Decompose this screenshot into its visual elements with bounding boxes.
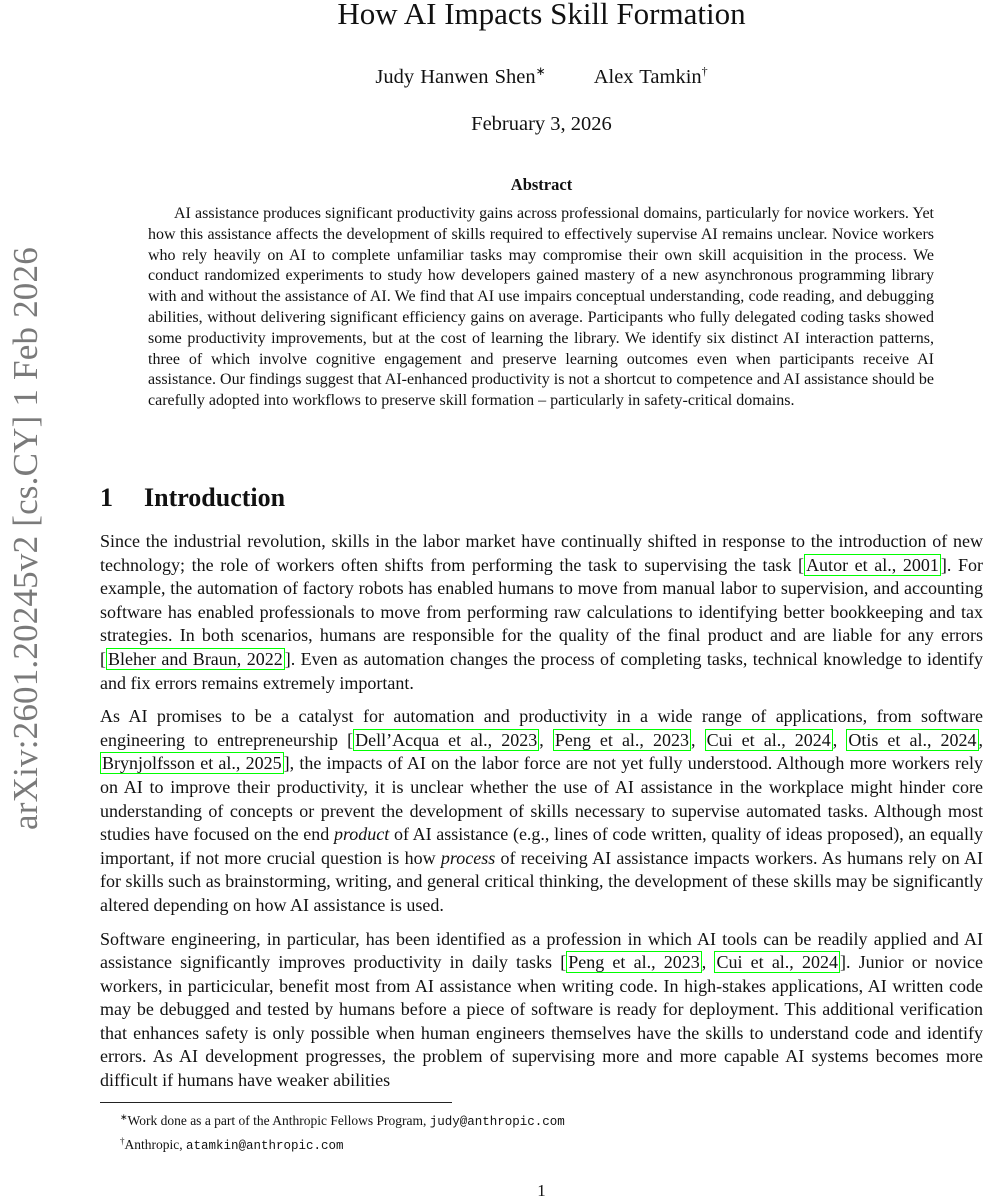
- emphasis: product: [333, 824, 390, 845]
- author-affiliation-mark: †: [701, 64, 708, 78]
- citation-link[interactable]: Bleher and Braun, 2022: [108, 648, 283, 669]
- author-1: [375, 56, 545, 92]
- text-run: ,: [832, 729, 847, 750]
- text-run: ,: [978, 729, 983, 750]
- paragraph: [100, 705, 983, 917]
- footnote-mark: †: [120, 1136, 125, 1146]
- text-run: Software engineering, in particular, has been identified as a profession in which AI tools can be readily applied and AI assistance significantly improves productivity in daily tasks [: [100, 928, 983, 973]
- abstract-heading: Abstract: [510, 175, 573, 194]
- citation-link[interactable]: Autor et al., 2001: [806, 554, 939, 575]
- author-2: [594, 56, 708, 92]
- arxiv-identifier: arXiv:2601.20245v2 [cs.CY] 1 Feb 2026: [6, 247, 45, 830]
- emphasis: process: [440, 847, 496, 868]
- footnote-text: Anthropic,: [124, 1137, 186, 1152]
- text-run: ,: [701, 952, 715, 973]
- footnote: [120, 1132, 983, 1156]
- section-number: 1: [100, 483, 113, 512]
- page-number: 1: [537, 1181, 546, 1200]
- author-name: Judy Hanwen Shen: [375, 66, 536, 88]
- text-run: of AI assistance (e.g., lines of code written, quality of ideas proposed), an equally important, if not more crucial question is how: [100, 824, 983, 868]
- paragraph: [100, 928, 983, 1093]
- text-run: ], the impacts of AI on the labor force are not yet fully understood. Although more workers rely on AI to improve their productivity, it is unclear whether the use of AI assistance in the workplace might hinder core understanding of concepts or prevent the development of skills necessary to supervise automated tasks. Although most studies have focused on the end: [100, 753, 983, 845]
- citation-link[interactable]: Peng et al., 2023: [568, 952, 700, 973]
- text-run: of receiving AI assistance impacts workers. As humans rely on AI for skills such as brainstorming, writing, and general critical thinking, the development of these skills may be significantly altered depending on how AI assistance is used.: [100, 847, 983, 915]
- author-name: Alex Tamkin: [593, 66, 702, 88]
- paragraph: [100, 530, 983, 695]
- email-link[interactable]: atamkin@anthropic.com: [186, 1139, 344, 1153]
- footnote-text: Work done as a part of the Anthropic Fellows Program,: [127, 1113, 430, 1128]
- footnotes: [100, 1108, 983, 1156]
- body-text: [100, 530, 983, 1103]
- email-link[interactable]: judy@anthropic.com: [429, 1115, 565, 1129]
- text-run: ]. For example, the automation of factory robots has enabled humans to move from manual labor to supervision, and accounting software has enabled professionals to move from performing raw calculations to identifying better bookkeeping and tax strategies. In both scenarios, humans are responsible for the quality of the final product and are liable for any errors [: [100, 554, 983, 669]
- text-run: As AI promises to be a catalyst for automation and productivity in a wide range of applications, from software engineering to entrepreneurship [: [100, 706, 983, 750]
- text-run: ]. Even as automation changes the process of completing tasks, technical knowledge to identify and fix errors remains extremely important.: [100, 648, 983, 693]
- text-run: Since the industrial revolution, skills in the labor market have continually shifted in response to the introduction of new technology; the role of workers often shifts from performing the task to supervising the task [: [100, 531, 983, 575]
- publication-date: February 3, 2026: [471, 113, 612, 135]
- footnote-divider: [100, 1102, 452, 1103]
- citation-link[interactable]: Cui et al., 2024: [716, 952, 838, 973]
- text-run: ]. Junior or novice workers, in particicular, benefit most from AI assistance when writing code. In high-stakes applications, AI written code may be debugged and tested by humans before a piece of software is ready for deployment. This additional verification that enhances safety is only possible when human engineers themselves have the skills to understand code and identify errors. As AI development progresses, the problem of supervising more and more capable AI systems becomes more difficult if humans have weaker abilities: [100, 952, 983, 1091]
- text-run: ,: [691, 729, 705, 750]
- citation-link[interactable]: Brynjolfsson et al., 2025: [102, 753, 282, 774]
- citation-link[interactable]: Cui et al., 2024: [706, 729, 831, 750]
- footnote: [120, 1108, 983, 1132]
- abstract-text: AI assistance produces significant productivity gains across professional domains, particularly for novice workers. Yet how this assistance affects the development of skills required to effectively supervise AI remains unclear. Novice workers who rely heavily on AI to complete unfamiliar tasks may compromise their own skill acquisition in the process. We conduct randomized experiments to study how developers gained mastery of a new asynchronous programming library with and without the assistance of AI. We find that AI use impairs conceptual understanding, code reading, and debugging abilities, without delivering significant efficiency gains on average. Participants who fully delegated coding tasks showed some productivity improvements, but at the cost of learning the library. We identify six distinct AI interaction patterns, three of which involve cognitive engagement and preserve learning outcomes even when participants receive AI assistance. Our findings suggest that AI-enhanced productivity is not a shortcut to competence and AI assistance should be carefully adopted into workflows to preserve skill formation – particularly in safety-critical domains.: [148, 205, 934, 410]
- text-run: ,: [539, 729, 553, 750]
- citation-link[interactable]: Peng et al., 2023: [554, 729, 690, 750]
- author-list: [100, 56, 983, 92]
- paper-title: How AI Impacts Skill Formation: [337, 0, 746, 31]
- citation-link[interactable]: Dell’Acqua et al., 2023: [355, 729, 538, 750]
- footnote-mark: ∗: [120, 1112, 128, 1122]
- citation-link[interactable]: Otis et al., 2024: [848, 729, 977, 750]
- section-title: Introduction: [144, 483, 286, 512]
- section-heading: [100, 480, 285, 516]
- author-affiliation-mark: ∗: [535, 64, 546, 78]
